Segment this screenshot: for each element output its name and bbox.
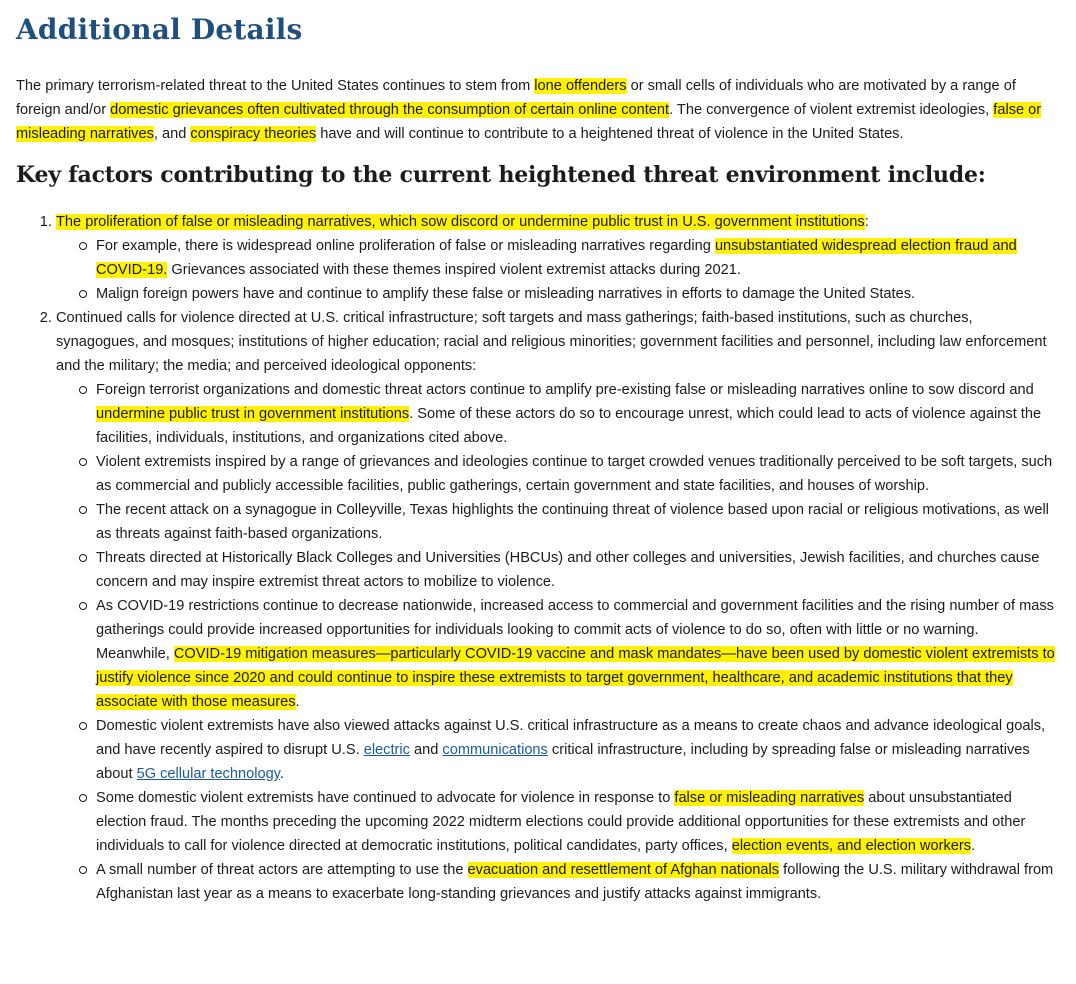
item-text: Domestic violent extremists have also viewed attacks against U.S. critical infrastructure as a means to create chaos and advance ideological goals, and have recently aspired to disrupt U.S. (96, 718, 1046, 758)
highlight: COVID-19 mitigation measures—particularly COVID-19 vaccine and mask mandates—have been used by domestic violent extremists to justify violence since 2020 and could continue to inspire these extremists to target government, healthcare, and academic institutions that they associate with those measures (96, 646, 1055, 710)
highlight: undermine public trust in government institutions (96, 406, 410, 422)
item-text: Threats directed at Historically Black Colleges and Universities (HBCUs) and other colleges and universities, Jewish facilities, and churches cause concern and may inspire extremist threat actors to mobilize to violence. (96, 550, 1040, 590)
item-text: . (279, 766, 284, 782)
sub-list (56, 378, 1056, 906)
list-item (96, 786, 1056, 858)
item-text: . (971, 838, 976, 854)
item-text: Malign foreign powers have and continue to amplify these false or misleading narratives in efforts to damage the United States. (96, 286, 916, 302)
list-item (96, 282, 1056, 306)
highlight: evacuation and resettlement of Afghan nationals (467, 862, 780, 878)
factors-list (16, 210, 1056, 906)
item-text: The recent attack on a synagogue in Colleyville, Texas highlights the continuing threat of violence based upon racial or religious motivations, as well as threats against faith-based organizations. (96, 502, 1049, 542)
list-item (96, 594, 1056, 714)
item-text: Continued calls for violence directed at U.S. critical infrastructure; soft targets and mass gatherings; faith-based institutions, such as churches, synagogues, and mosques; institutions of higher education; racial and religious minorities; government facilities and personnel, including law enforcement and the military; the media; and perceived ideological opponents: (56, 310, 1047, 374)
item-text: As COVID-19 restrictions continue to decrease nationwide, increased access to commercial and government facilities and the rising number of mass gatherings could provide increased opportunities for individuals looking to commit acts of violence to do so, often with little or no warning. Meanwhile, (96, 598, 1054, 662)
intro-paragraph (16, 74, 1056, 146)
item-text: following the U.S. military withdrawal from Afghanistan last year as a means to exacerbate long-standing grievances and justify attacks against immigrants. (96, 862, 1054, 902)
highlight: conspiracy theories (190, 126, 317, 142)
highlight: unsubstantiated widespread election fraud and COVID-19. (96, 238, 1017, 278)
item-text: Foreign terrorist organizations and domestic threat actors continue to amplify pre-existing false or misleading narratives online to sow discord and (96, 382, 1034, 398)
item-text: critical infrastructure, including by spreading false or misleading narratives about (96, 742, 1030, 782)
item-text: and (409, 742, 443, 758)
item-text: . Some of these actors do so to encourage unrest, which could lead to acts of violence against the facilities, individuals, institutions, and organizations cited above. (96, 406, 1042, 446)
item-text: A small number of threat actors are attempting to use the (96, 862, 468, 878)
highlight: election events, and election workers (731, 838, 972, 854)
list-item (56, 210, 1056, 306)
item-text: about unsubstantiated election fraud. The months preceding the upcoming 2022 midterm elections could provide additional opportunities for these extremists and other individuals to call for violence directed at democratic institutions, political candidates, party offices, (96, 790, 1026, 854)
communications-link[interactable]: communications (442, 742, 548, 758)
list-item (96, 450, 1056, 498)
item-text: Some domestic violent extremists have continued to advocate for violence in response to (96, 790, 675, 806)
highlight: lone offenders (534, 78, 627, 94)
item-text: Grievances associated with these themes inspired violent extremist attacks during 2021. (167, 262, 741, 278)
highlight: The proliferation of false or misleading narratives, which sow discord or undermine public trust in U.S. government institutions (56, 214, 865, 230)
section-heading: Key factors contributing to the current heightened threat environment include: (16, 162, 986, 188)
sub-list (56, 234, 1056, 306)
item-text: . (295, 694, 300, 710)
intro-text: have and will continue to contribute to a heightened threat of violence in the United States. (316, 126, 904, 142)
list-item (96, 234, 1056, 282)
intro-text: or small cells of individuals who are motivated by a range of foreign and/or (16, 78, 1016, 118)
page-title: Additional Details (16, 13, 303, 46)
list-item (96, 378, 1056, 450)
intro-text: , and (153, 126, 191, 142)
item-text: Violent extremists inspired by a range of grievances and ideologies continue to target crowded venues traditionally perceived to be soft targets, such as commercial and publicly accessible facilities, public gatherings, certain government and state facilities, and houses of worship. (96, 454, 1053, 494)
intro-text: The primary terrorism-related threat to the United States continues to stem from (16, 78, 535, 94)
highlight: false or misleading narratives (16, 102, 1042, 142)
intro-text: . The convergence of violent extremist ideologies, (669, 102, 994, 118)
list-item (96, 498, 1056, 546)
item-text: For example, there is widespread online proliferation of false or misleading narratives regarding (96, 238, 715, 254)
list-item (56, 306, 1056, 906)
5g-technology-link[interactable]: 5G cellular technology (136, 766, 280, 782)
list-item (96, 546, 1056, 594)
highlight: domestic grievances often cultivated through the consumption of certain online content (110, 102, 670, 118)
list-item (96, 858, 1056, 906)
item-text: : (864, 214, 869, 230)
electric-link[interactable]: electric (363, 742, 410, 758)
highlight: false or misleading narratives (674, 790, 865, 806)
list-item (96, 714, 1056, 786)
